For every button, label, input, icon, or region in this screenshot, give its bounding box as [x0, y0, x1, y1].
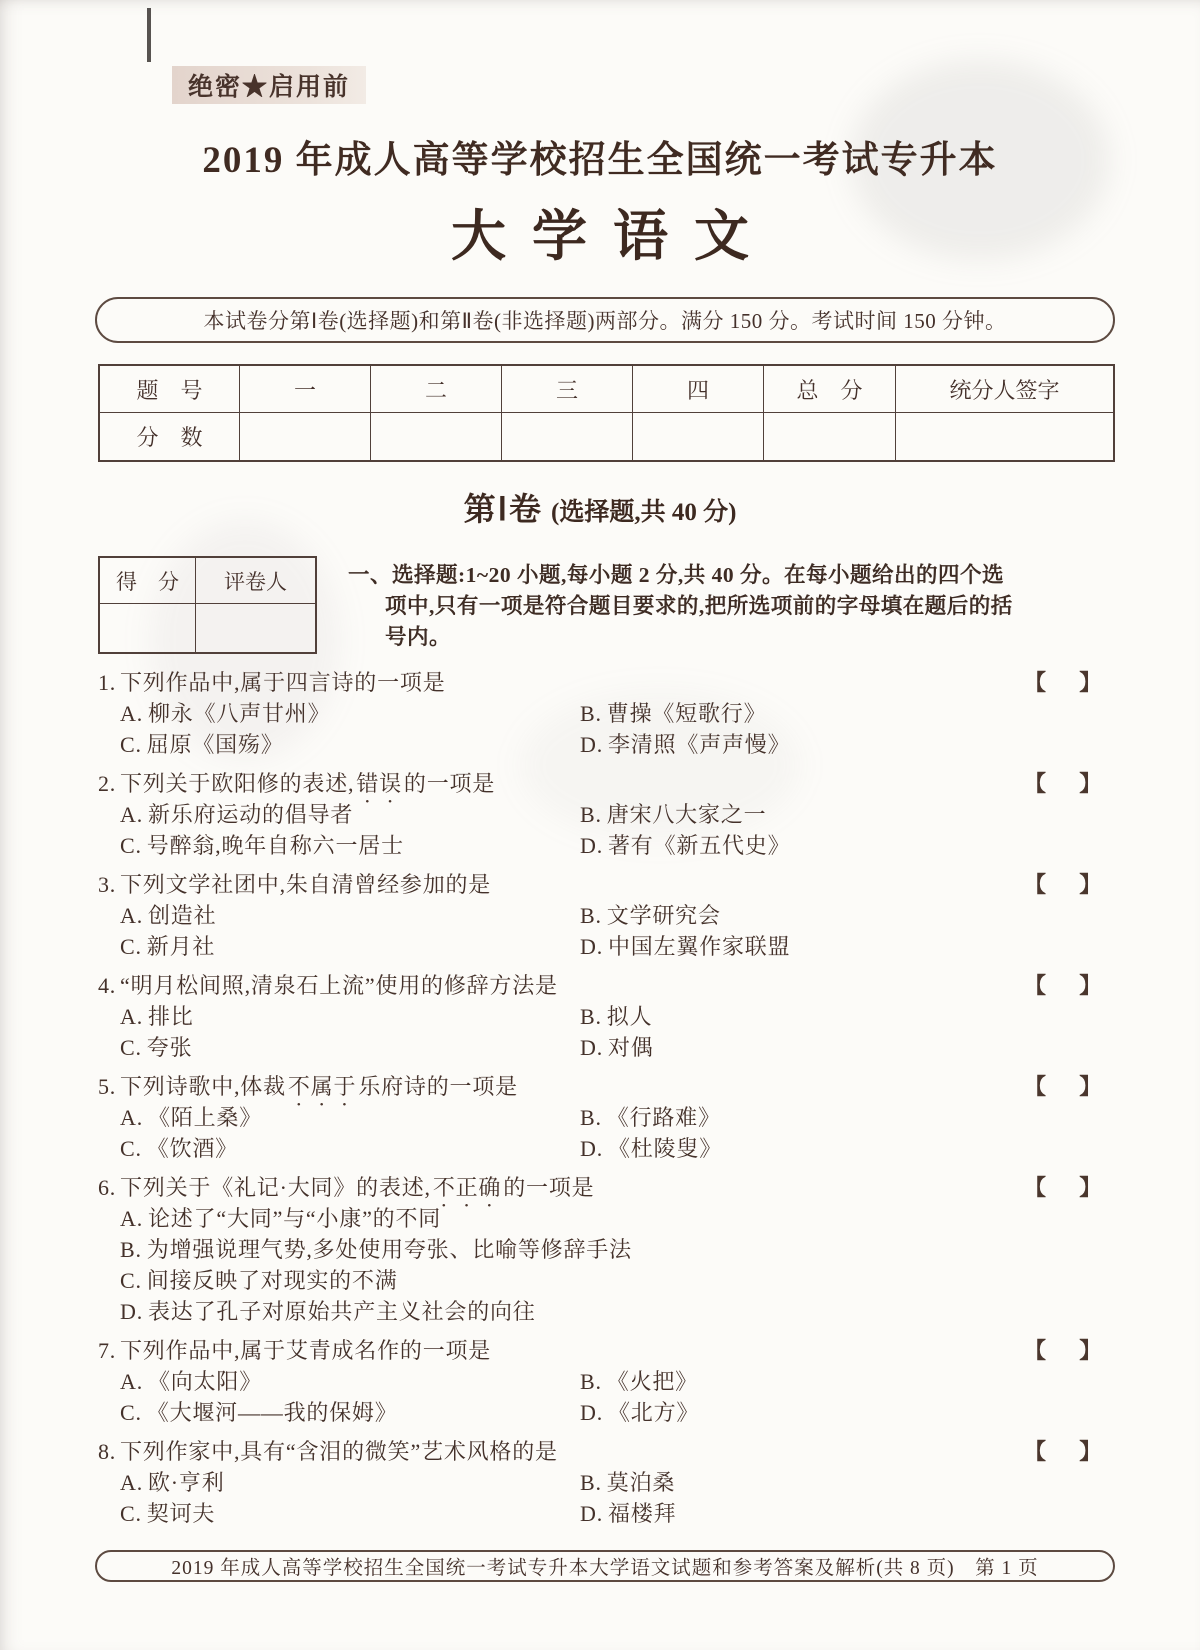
option-C — [120, 1133, 580, 1164]
score-table-row-label: 分 数 — [100, 413, 240, 460]
option-label: A. — [120, 1369, 143, 1394]
question-stem-text: 的一项是 — [403, 771, 496, 796]
option-row — [98, 1366, 1104, 1397]
answer-bracket — [1024, 1071, 1102, 1102]
question-stem — [98, 667, 1104, 698]
option-A — [120, 900, 580, 931]
question-stem-emphasis: 不属于 — [287, 1074, 357, 1099]
instruction-line: 号内。 — [385, 625, 452, 649]
grade-box-grader-label: 评卷人 — [196, 558, 315, 604]
option-label: D. — [580, 1136, 603, 1161]
option-label: B. — [580, 1369, 602, 1394]
notice-box — [95, 297, 1115, 343]
option-text: 创造社 — [148, 903, 217, 928]
option-row — [98, 1001, 1104, 1032]
option-label: A. — [120, 1004, 143, 1029]
answer-bracket — [1024, 768, 1102, 799]
question-stem-text: 下列作品中,属于艾青成名作的一项是 — [120, 1338, 492, 1363]
option-text: 《北方》 — [608, 1400, 700, 1425]
option-label: B. — [580, 1105, 602, 1130]
option-B — [580, 799, 1104, 830]
option-D — [580, 1032, 1104, 1063]
footer-text: 2019 年成人高等学校招生全国统一考试专升本大学语文试题和参考答案及解析(共 8 页) 第 1 页 — [171, 1558, 1039, 1579]
score-table-empty-cell — [633, 413, 764, 460]
option-label: B. — [580, 1004, 602, 1029]
option-row — [98, 1203, 1104, 1234]
instruction-line: 一、选择题:1~20 小题,每小题 2 分,共 40 分。在每小题给出的四个选 — [348, 563, 1004, 587]
question-stem — [98, 1436, 1104, 1467]
question-stem-text: 乐府诗的一项是 — [358, 1074, 518, 1099]
option-B — [580, 900, 1104, 931]
option-text: 文学研究会 — [606, 903, 721, 928]
option-row — [98, 1498, 1104, 1529]
section-heading-sub: (选择题,共 40 分) — [551, 499, 737, 526]
option-row — [98, 729, 1104, 760]
option-text: 表达了孔子对原始共产主义社会的向往 — [148, 1299, 536, 1324]
question-number: 5. — [98, 1074, 117, 1099]
section-instruction — [348, 560, 1038, 653]
option-text: 新月社 — [146, 934, 216, 959]
option-text: 排比 — [148, 1004, 194, 1029]
score-table-empty-cell — [371, 413, 502, 460]
question-stem-text: 下列作品中,属于四言诗的一项是 — [120, 670, 446, 695]
option-text: 欧·亨利 — [148, 1470, 225, 1495]
option-C — [120, 830, 580, 861]
option-C — [120, 1498, 580, 1529]
option-text: 《饮酒》 — [146, 1136, 238, 1161]
bracket-open: 【 — [1024, 1175, 1047, 1200]
option-row — [98, 830, 1104, 861]
option-row — [98, 1397, 1104, 1428]
option-text: 《行路难》 — [606, 1105, 721, 1130]
option-label: A. — [120, 802, 143, 827]
option-text: 契诃夫 — [146, 1501, 216, 1526]
option-C — [120, 1268, 398, 1293]
question-number: 4. — [98, 973, 117, 998]
question-stem-text: 下列诗歌中,体裁 — [120, 1074, 286, 1099]
bracket-close: 】 — [1079, 973, 1102, 998]
option-label: D. — [120, 1299, 143, 1324]
option-label: D. — [580, 833, 603, 858]
question-stem-text: 下列文学社团中,朱自清曾经参加的是 — [120, 872, 492, 897]
option-C — [120, 729, 580, 760]
option-label: A. — [120, 1470, 143, 1495]
option-row — [98, 1265, 1104, 1296]
answer-bracket — [1024, 1335, 1102, 1366]
bracket-close: 】 — [1079, 1175, 1102, 1200]
question-stem — [98, 1071, 1104, 1102]
question-stem-text: “明月松间照,清泉石上流”使用的修辞方法是 — [120, 973, 558, 998]
option-text: 著有《新五代史》 — [608, 833, 791, 858]
bracket-open: 【 — [1024, 1074, 1047, 1099]
option-label: D. — [580, 732, 603, 757]
option-row — [98, 1133, 1104, 1164]
option-label: C. — [120, 1400, 142, 1425]
option-label: B. — [580, 1470, 602, 1495]
question-number: 8. — [98, 1439, 117, 1464]
option-text: 间接反映了对现实的不满 — [146, 1268, 398, 1293]
score-table-header-cell: 四 — [633, 366, 764, 413]
option-B — [580, 1102, 1104, 1133]
option-D — [580, 1498, 1104, 1529]
option-B — [580, 1001, 1104, 1032]
question-stem — [98, 1172, 1104, 1203]
question-stem — [98, 768, 1104, 799]
bracket-open: 【 — [1024, 771, 1047, 796]
answer-bracket — [1024, 970, 1102, 1001]
question-block — [98, 667, 1104, 760]
option-label: A. — [120, 1105, 143, 1130]
option-D — [120, 1299, 536, 1324]
section-heading — [0, 484, 1200, 530]
score-table-header-cell: 总 分 — [764, 366, 896, 413]
question-block — [98, 1071, 1104, 1164]
option-B — [580, 1366, 1104, 1397]
bracket-close: 】 — [1079, 1439, 1102, 1464]
question-stem-emphasis: 错误 — [356, 771, 402, 796]
option-D — [580, 830, 1104, 861]
question-stem — [98, 970, 1104, 1001]
option-label: D. — [580, 1501, 603, 1526]
bracket-open: 【 — [1024, 670, 1047, 695]
option-label: B. — [120, 1237, 142, 1262]
option-row — [98, 1234, 1104, 1265]
bracket-close: 】 — [1079, 771, 1102, 796]
bracket-close: 】 — [1079, 670, 1102, 695]
bracket-open: 【 — [1024, 973, 1047, 998]
section-heading-main: 第Ⅰ卷 — [463, 491, 544, 527]
option-text: 中国左翼作家联盟 — [608, 934, 791, 959]
bracket-close: 】 — [1079, 872, 1102, 897]
option-D — [580, 931, 1104, 962]
option-B — [580, 698, 1104, 729]
grade-box-empty-cell — [100, 604, 196, 652]
grade-box-score-label: 得 分 — [100, 558, 196, 604]
option-row — [98, 698, 1104, 729]
option-label: C. — [120, 1136, 142, 1161]
scan-tick-mark — [147, 8, 151, 62]
exam-title-line1: 2019 年成人高等学校招生全国统一考试专升本 — [202, 140, 998, 181]
option-label: A. — [120, 701, 143, 726]
option-text: 柳永《八声甘州》 — [148, 701, 331, 726]
score-table-header-cell: 三 — [502, 366, 633, 413]
grader-score-box — [98, 556, 317, 654]
score-table-empty-cell — [502, 413, 633, 460]
option-A — [120, 1206, 441, 1231]
instruction-line: 项中,只有一项是符合题目要求的,把所选项前的字母填在题后的括 — [385, 594, 1013, 618]
footer-bar — [95, 1550, 1115, 1582]
score-table-empty-cell — [896, 413, 1113, 460]
score-table-header-cell: 二 — [371, 366, 502, 413]
option-A — [120, 1467, 580, 1498]
answer-bracket — [1024, 869, 1102, 900]
option-label: B. — [580, 903, 602, 928]
option-text: 唐宋八大家之一 — [606, 802, 767, 827]
answer-bracket — [1024, 1172, 1102, 1203]
option-text: 新乐府运动的倡导者 — [148, 802, 354, 827]
bracket-close: 】 — [1079, 1338, 1102, 1363]
question-stem-emphasis: 不正确 — [432, 1175, 502, 1200]
option-text: 为增强说理气势,多处使用夸张、比喻等修辞手法 — [146, 1237, 632, 1262]
option-text: 对偶 — [608, 1035, 654, 1060]
option-B — [120, 1237, 632, 1262]
option-text: 《大堰河——我的保姆》 — [146, 1400, 398, 1425]
option-D — [580, 1397, 1104, 1428]
bracket-open: 【 — [1024, 872, 1047, 897]
option-label: B. — [580, 802, 602, 827]
bracket-open: 【 — [1024, 1338, 1047, 1363]
question-stem-text: 下列关于欧阳修的表述, — [120, 771, 355, 796]
option-row — [98, 1467, 1104, 1498]
score-table-empty-cell — [240, 413, 371, 460]
option-A — [120, 698, 580, 729]
option-row — [98, 799, 1104, 830]
option-D — [580, 729, 1104, 760]
option-label: A. — [120, 1206, 143, 1231]
question-number: 2. — [98, 771, 117, 796]
option-label: C. — [120, 732, 142, 757]
option-A — [120, 1366, 580, 1397]
option-text: 拟人 — [606, 1004, 653, 1029]
question-number: 3. — [98, 872, 117, 897]
score-table — [98, 364, 1115, 462]
score-table-empty-cell — [764, 413, 896, 460]
secrecy-label: 绝密★启用前 — [172, 66, 366, 104]
bracket-close: 】 — [1079, 1074, 1102, 1099]
score-table-header-cell: 一 — [240, 366, 371, 413]
grade-box-empty-cell — [196, 604, 315, 652]
option-text: 屈原《国殇》 — [146, 732, 284, 757]
option-D — [580, 1133, 1104, 1164]
question-number: 6. — [98, 1175, 117, 1200]
question-block — [98, 768, 1104, 861]
bracket-open: 【 — [1024, 1439, 1047, 1464]
option-text: 号醉翁,晚年自称六一居士 — [146, 833, 404, 858]
score-table-header-cell: 统分人签字 — [896, 366, 1113, 413]
question-number: 1. — [98, 670, 117, 695]
question-block — [98, 1335, 1104, 1428]
question-number: 7. — [98, 1338, 117, 1363]
option-label: C. — [120, 1268, 142, 1293]
question-stem — [98, 869, 1104, 900]
option-text: 莫泊桑 — [606, 1470, 676, 1495]
option-text: 曹操《短歌行》 — [606, 701, 767, 726]
option-A — [120, 1102, 580, 1133]
option-A — [120, 799, 580, 830]
exam-title-line2: 大学语文 — [450, 206, 775, 267]
option-row — [98, 1102, 1104, 1133]
question-stem-text: 的一项是 — [503, 1175, 595, 1200]
option-C — [120, 1397, 580, 1428]
option-label: D. — [580, 934, 603, 959]
question-list — [98, 667, 1104, 1529]
question-block — [98, 1436, 1104, 1529]
notice-text: 本试卷分第Ⅰ卷(选择题)和第Ⅱ卷(非选择题)两部分。满分 150 分。考试时间 150 分钟。 — [203, 309, 1007, 333]
option-label: D. — [580, 1400, 603, 1425]
option-label: C. — [120, 1501, 142, 1526]
option-label: D. — [580, 1035, 603, 1060]
question-block — [98, 970, 1104, 1063]
option-row — [98, 1296, 1104, 1327]
option-text: 李清照《声声慢》 — [608, 732, 791, 757]
option-text: 《陌上桑》 — [148, 1105, 263, 1130]
option-text: 《杜陵叟》 — [608, 1136, 723, 1161]
option-text: 福楼拜 — [608, 1501, 677, 1526]
option-label: C. — [120, 1035, 142, 1060]
option-text: 夸张 — [146, 1035, 193, 1060]
question-block — [98, 869, 1104, 962]
option-text: 《向太阳》 — [148, 1369, 263, 1394]
option-text: 《火把》 — [606, 1369, 698, 1394]
option-label: B. — [580, 701, 602, 726]
option-C — [120, 931, 580, 962]
answer-bracket — [1024, 667, 1102, 698]
question-stem-text: 下列关于《礼记·大同》的表述, — [120, 1175, 431, 1200]
question-stem-text: 下列作家中,具有“含泪的微笑”艺术风格的是 — [120, 1439, 558, 1464]
option-A — [120, 1001, 580, 1032]
option-label: C. — [120, 833, 142, 858]
option-row — [98, 1032, 1104, 1063]
answer-bracket — [1024, 1436, 1102, 1467]
option-row — [98, 900, 1104, 931]
option-C — [120, 1032, 580, 1063]
score-table-header-cell: 题 号 — [100, 366, 240, 413]
option-label: A. — [120, 903, 143, 928]
question-stem — [98, 1335, 1104, 1366]
option-text: 论述了“大同”与“小康”的不同 — [148, 1206, 442, 1231]
question-block — [98, 1172, 1104, 1327]
option-label: C. — [120, 934, 142, 959]
option-row — [98, 931, 1104, 962]
option-B — [580, 1467, 1104, 1498]
